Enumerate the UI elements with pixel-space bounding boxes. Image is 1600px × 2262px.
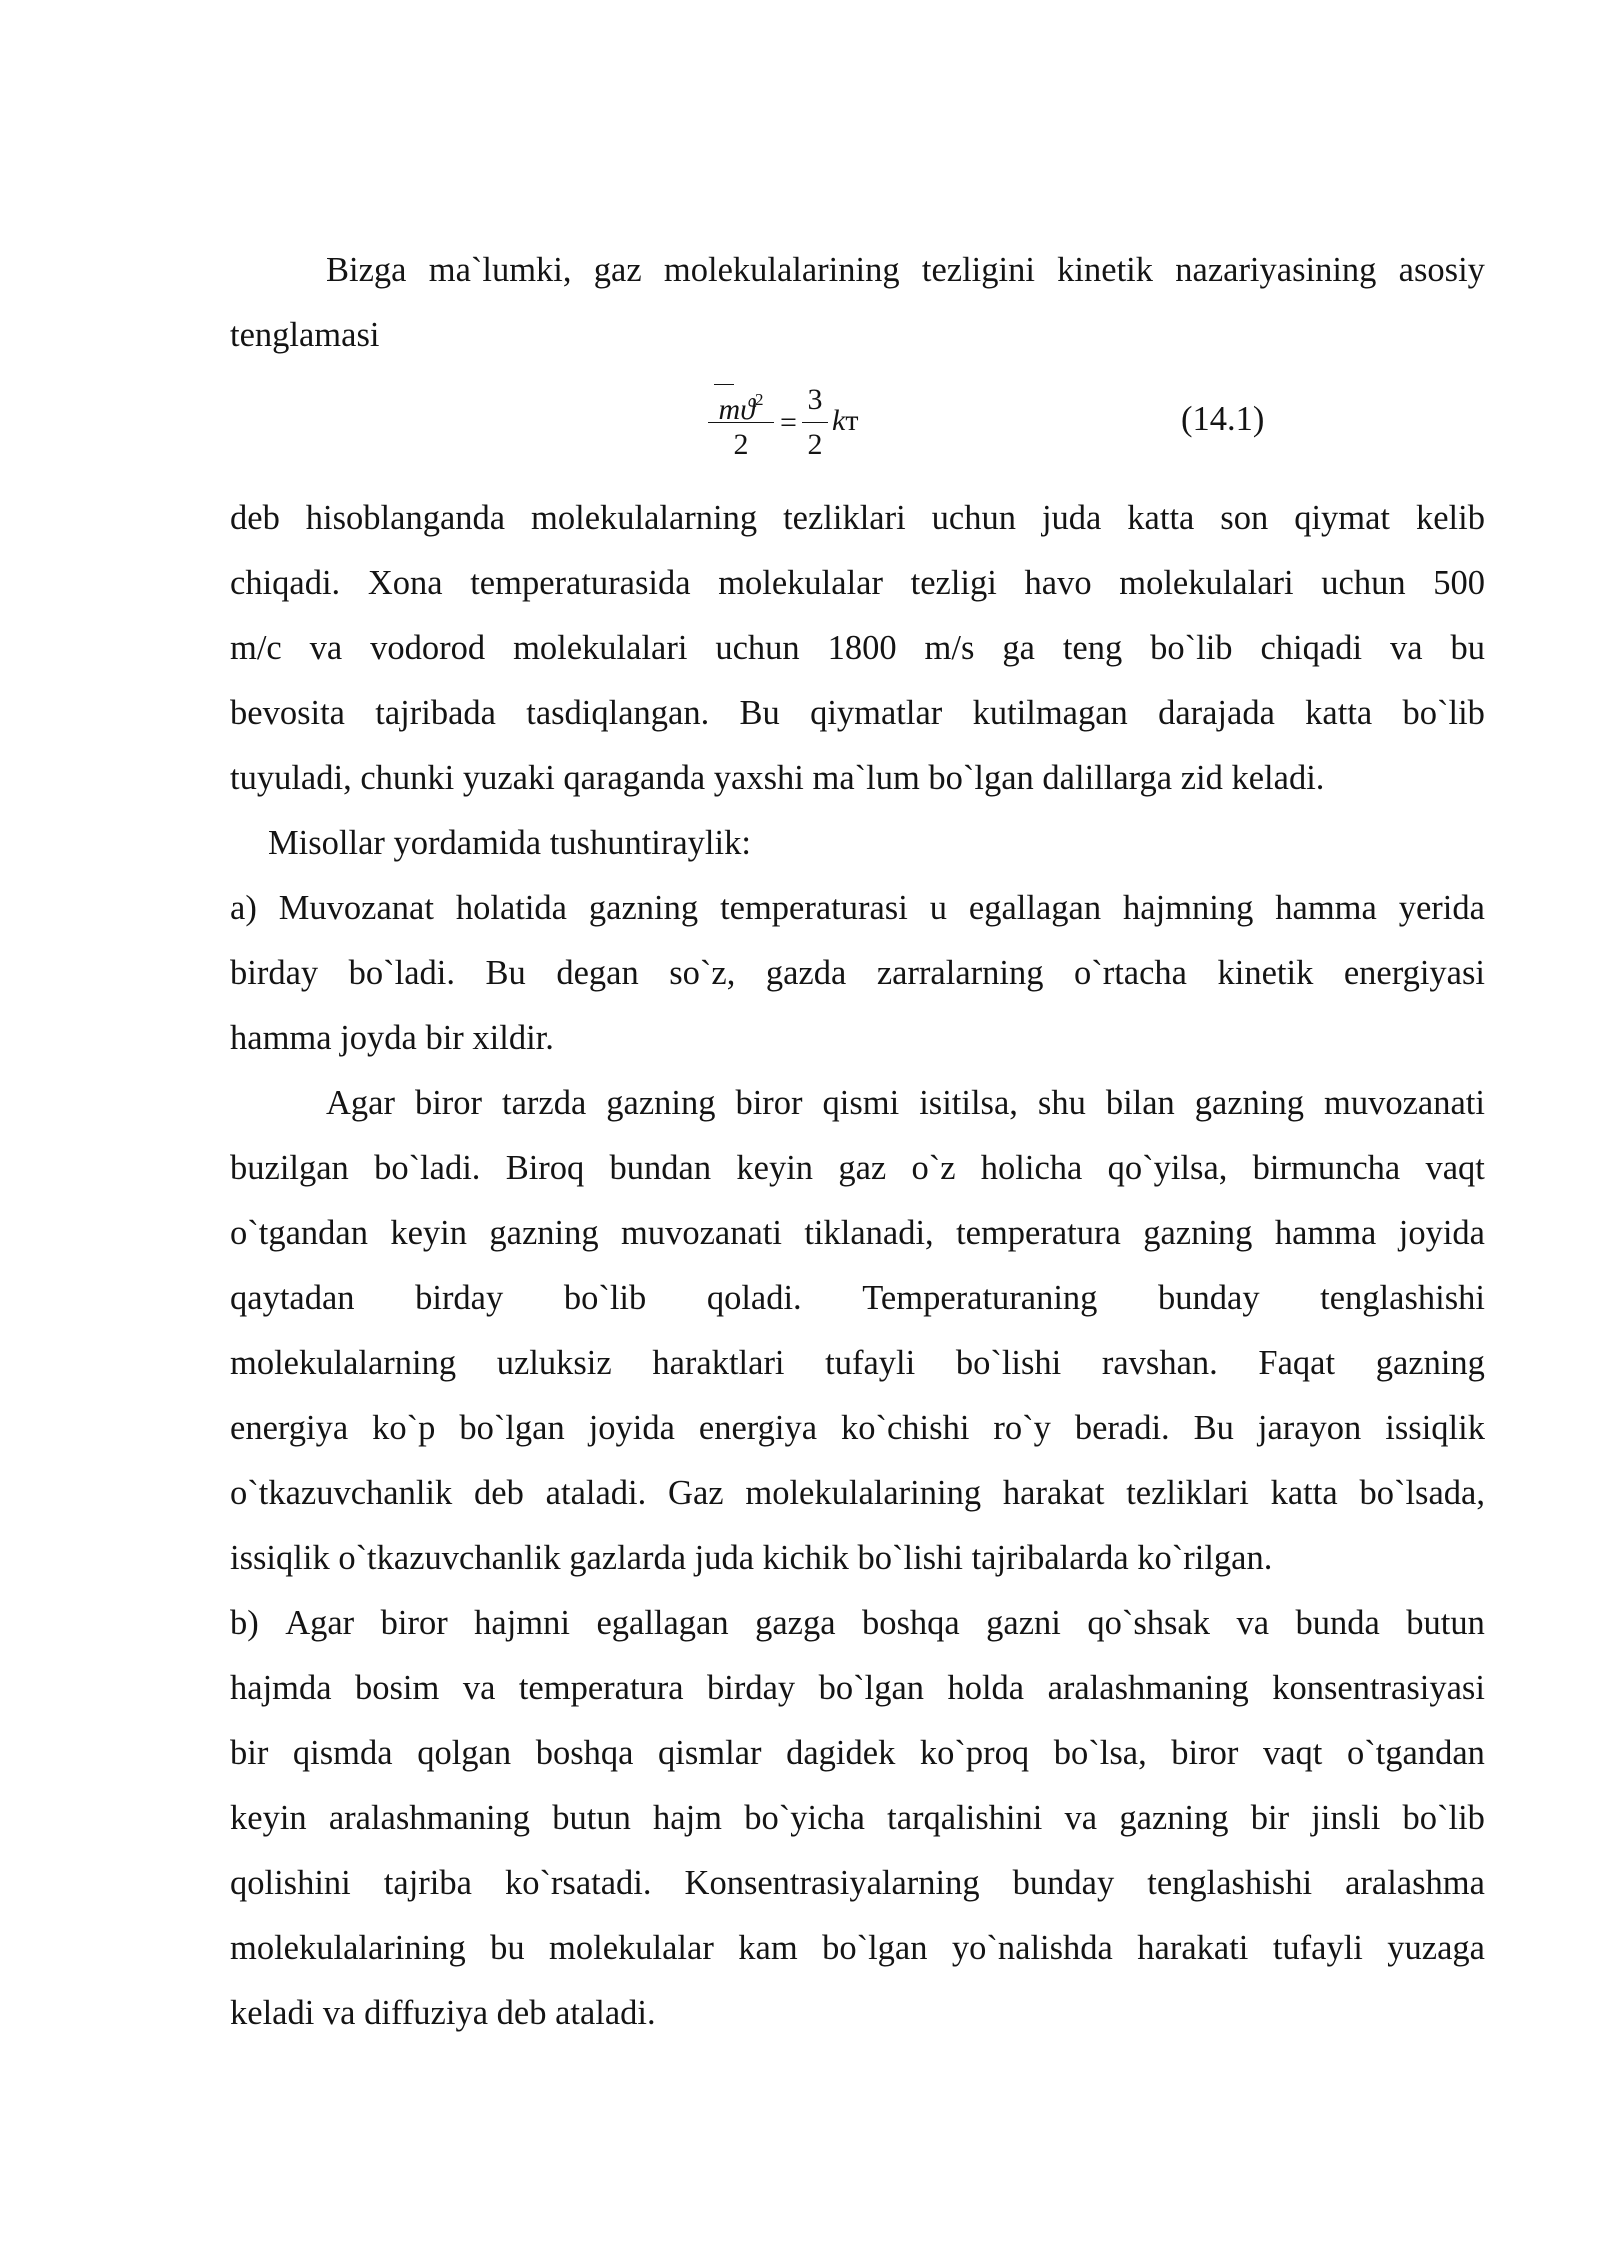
word: katta: [1305, 694, 1373, 732]
formula-lhs-numerator: $mϑ^2$: [708, 380, 774, 420]
word: bo`lgan: [818, 1669, 925, 1707]
word: Muvozanat: [278, 889, 434, 927]
word: Bu: [739, 694, 780, 732]
word: temperatura: [956, 1214, 1121, 1252]
word: va: [309, 629, 343, 667]
word: molekulalarining: [745, 1474, 982, 1512]
word: bilan: [1105, 1084, 1175, 1122]
word: va: [1064, 1799, 1098, 1837]
word: yerida: [1398, 889, 1485, 927]
word: qolishini: [230, 1864, 351, 1902]
word: gazning: [1119, 1799, 1229, 1837]
word: dagidek: [786, 1734, 896, 1772]
word: ataladi.: [545, 1474, 647, 1512]
word: b): [230, 1604, 259, 1642]
text-line: [230, 486, 1485, 551]
word: haraktlari: [652, 1344, 785, 1382]
word: bunda: [1295, 1604, 1380, 1642]
word: tarzda: [502, 1084, 587, 1122]
word: qismi: [822, 1084, 900, 1122]
word: bo`lsada,: [1359, 1474, 1485, 1512]
word: hamma: [1275, 889, 1377, 927]
word: temperaturasida: [470, 564, 691, 602]
word: gazning: [1375, 1344, 1485, 1382]
word: harakat: [1002, 1474, 1105, 1512]
word: bo`lib: [1402, 1799, 1485, 1837]
text-line: [230, 1591, 1485, 1656]
word: bo`lib: [1150, 629, 1233, 667]
word: gazning: [606, 1084, 716, 1122]
formula-rhs-kt: kт: [832, 404, 859, 437]
word: m/s: [924, 629, 975, 667]
word: gazning: [1194, 1084, 1305, 1122]
word: chiqadi.: [230, 564, 341, 602]
word: qiymatlar: [810, 694, 943, 732]
word: tiklanadi,: [804, 1214, 934, 1252]
word: qo`yilsa,: [1107, 1149, 1228, 1187]
word: molekulalar: [549, 1929, 714, 1967]
word: temperatura: [518, 1669, 684, 1707]
word: konsentrasiyasi: [1272, 1669, 1485, 1707]
word: gazni: [986, 1604, 1061, 1642]
word: kam: [738, 1929, 798, 1967]
word: butun: [552, 1799, 631, 1837]
word: chiqadi: [1260, 629, 1363, 667]
word: o`tkazuvchanlik: [230, 1474, 453, 1512]
word: biror: [380, 1604, 448, 1642]
word: tufayli: [825, 1344, 916, 1382]
formula-rhs-numerator: 3: [807, 383, 823, 416]
formula-lhs-fraction: [708, 380, 774, 465]
text-line: [230, 1331, 1485, 1396]
word: energiya: [698, 1409, 818, 1447]
word: keyin: [390, 1214, 467, 1252]
word: va: [1389, 629, 1423, 667]
word: gaz: [838, 1149, 887, 1187]
word: egallagan: [596, 1604, 729, 1642]
word: bir: [1250, 1799, 1290, 1837]
word: aralashmaning: [1047, 1669, 1249, 1707]
word: Konsentrasiyalarning: [684, 1864, 980, 1902]
word: so`z,: [669, 954, 736, 992]
word: gazning: [1143, 1214, 1253, 1252]
word: uzluksiz: [496, 1344, 612, 1382]
word: keyin: [230, 1799, 307, 1837]
text-line: [230, 1721, 1485, 1786]
word: holicha: [980, 1149, 1083, 1187]
word: bo`lib: [1402, 694, 1485, 732]
word: egallagan: [968, 889, 1102, 927]
word: darajada: [1158, 694, 1275, 732]
word: teng: [1062, 629, 1123, 667]
word: tenglashishi: [1147, 1864, 1313, 1902]
word: yuzaga: [1387, 1929, 1485, 1967]
word: Biroq: [505, 1149, 585, 1187]
word: shu: [1037, 1084, 1086, 1122]
word: bo`ladi.: [374, 1149, 481, 1187]
formula-equals: =: [780, 406, 797, 439]
word: temperaturasi: [720, 889, 908, 927]
word: biror: [735, 1084, 803, 1122]
word: molekulalarining: [230, 1929, 466, 1967]
word: hajmda: [230, 1669, 332, 1707]
word: ko`proq: [919, 1734, 1030, 1772]
word: va: [462, 1669, 496, 1707]
word: harakati: [1137, 1929, 1249, 1967]
word: gaz: [593, 251, 642, 289]
word: Agar: [326, 1084, 395, 1122]
word: qiymat: [1294, 499, 1391, 537]
word: a): [230, 889, 257, 927]
word: aralashma: [1345, 1864, 1485, 1902]
word: joyida: [588, 1409, 675, 1447]
word: molekulalarning: [230, 1344, 457, 1382]
word: hisoblanganda: [305, 499, 506, 537]
word: tarqalishini: [887, 1799, 1043, 1837]
word: 1800: [827, 629, 897, 667]
word: m/c: [230, 629, 282, 667]
word: u: [929, 889, 947, 927]
word: asosiy: [1398, 251, 1485, 289]
word: jarayon: [1257, 1409, 1362, 1447]
word: biror: [414, 1084, 483, 1122]
word: bundan: [609, 1149, 712, 1187]
word: Temperaturaning: [862, 1279, 1098, 1317]
formula-14-1: [230, 368, 1485, 486]
word: hajmni: [474, 1604, 570, 1642]
word: katta: [1270, 1474, 1338, 1512]
word: kinetik: [1217, 954, 1314, 992]
word: juda: [1041, 499, 1102, 537]
text-line: [230, 1201, 1485, 1266]
word: qaytadan: [230, 1279, 355, 1317]
text-line: [230, 681, 1485, 746]
word: qismlar: [658, 1734, 762, 1772]
word: bo`lishi: [955, 1344, 1062, 1382]
word: tufayli: [1272, 1929, 1363, 1967]
text-line: [230, 1136, 1485, 1201]
word: uchun: [1321, 564, 1406, 602]
word: bosim: [355, 1669, 440, 1707]
word: hajmning: [1123, 889, 1254, 927]
formula-rhs-denominator: 2: [807, 428, 823, 461]
word: Bu: [1193, 1409, 1234, 1447]
word: energiya: [230, 1409, 349, 1447]
word: boshqa: [535, 1734, 634, 1772]
document-page: [230, 238, 1485, 2046]
word: yo`nalishda: [951, 1929, 1113, 1967]
text-line: hamma joyda bir xildir.: [230, 1019, 554, 1057]
word: vaqt: [1262, 1734, 1323, 1772]
text-line: tenglamasi: [230, 316, 380, 354]
word: bunday: [1158, 1279, 1260, 1317]
word: ko`chishi: [841, 1409, 970, 1447]
word: bo`lsa,: [1053, 1734, 1147, 1772]
word: jinsli: [1311, 1799, 1381, 1837]
word: ko`rsatadi.: [504, 1864, 652, 1902]
word: molekulalarining: [663, 251, 900, 289]
word: deb: [474, 1474, 524, 1512]
word: birday: [230, 954, 319, 992]
word: holda: [947, 1669, 1025, 1707]
word: 500: [1433, 564, 1485, 602]
text-line: [230, 1851, 1485, 1916]
word: bo`ladi.: [348, 954, 456, 992]
word: Gaz: [668, 1474, 724, 1512]
formula-lhs-denominator: 2: [733, 428, 749, 461]
word: Bu: [485, 954, 526, 992]
word: bo`lib: [563, 1279, 647, 1317]
word: deb: [230, 499, 280, 537]
word: isitilsa,: [919, 1084, 1018, 1122]
text-line: [230, 876, 1485, 941]
word: joyida: [1398, 1214, 1485, 1252]
text-line: [230, 1916, 1485, 1981]
text-line: [230, 1786, 1485, 1851]
word: degan: [556, 954, 639, 992]
word: tezliklari: [783, 499, 906, 537]
text-line: [230, 941, 1485, 1006]
word: tasdiqlangan.: [526, 694, 710, 732]
word: o`tgandan: [1346, 1734, 1485, 1772]
word: qoladi.: [706, 1279, 802, 1317]
text-line: issiqlik o`tkazuvchanlik gazlarda juda kichik bo`lishi tajribalarda ko`rilgan.: [230, 1539, 1273, 1577]
word: uchun: [931, 499, 1016, 537]
word: tenglashishi: [1320, 1279, 1485, 1317]
text-line: [230, 1656, 1485, 1721]
word: molekulalar: [718, 564, 883, 602]
word: qismda: [292, 1734, 393, 1772]
word: katta: [1127, 499, 1195, 537]
word: buzilgan: [230, 1149, 349, 1187]
formula-rhs-fraction: [802, 380, 828, 465]
word: issiqlik: [1385, 1409, 1485, 1447]
word: hajm: [653, 1799, 723, 1837]
word: o`rtacha: [1073, 954, 1187, 992]
word: qolgan: [417, 1734, 512, 1772]
word: butun: [1406, 1604, 1485, 1642]
word: o`z: [911, 1149, 956, 1187]
text-line: [230, 551, 1485, 616]
word: muvozanati: [1324, 1084, 1485, 1122]
word: ravshan.: [1101, 1344, 1218, 1382]
word: birday: [415, 1279, 504, 1317]
word: bunday: [1012, 1864, 1115, 1902]
word: gazning: [588, 889, 699, 927]
word: tajribada: [375, 694, 496, 732]
word: ga: [1002, 629, 1035, 667]
word: birmuncha: [1252, 1149, 1401, 1187]
word: bu: [1450, 629, 1485, 667]
text-line: [230, 1396, 1485, 1461]
word: ko`p: [372, 1409, 436, 1447]
text-line: [230, 616, 1485, 681]
formula-lhs-power: 2: [754, 390, 764, 409]
text-line: [230, 1461, 1485, 1526]
word: bo`yicha: [744, 1799, 865, 1837]
word: zarralarning: [876, 954, 1044, 992]
word: Faqat: [1258, 1344, 1336, 1382]
word: kinetik: [1057, 251, 1153, 289]
word: biror: [1171, 1734, 1239, 1772]
word: gazning: [489, 1214, 599, 1252]
word: va: [1236, 1604, 1270, 1642]
word: hamma: [1274, 1214, 1377, 1252]
word: vaqt: [1425, 1149, 1485, 1187]
text-line: [230, 1266, 1485, 1331]
word: vodorod: [370, 629, 486, 667]
word: holatida: [455, 889, 567, 927]
word: birday: [707, 1669, 796, 1707]
word: tezligini: [921, 251, 1035, 289]
word: tezligi: [910, 564, 997, 602]
word: bevosita: [230, 694, 345, 732]
word: kutilmagan: [972, 694, 1128, 732]
word: tajriba: [383, 1864, 472, 1902]
word: bir: [230, 1734, 269, 1772]
text-line: Misollar yordamida tushuntiraylik:: [268, 824, 751, 862]
word: tezliklari: [1126, 1474, 1249, 1512]
word: bo`lgan: [459, 1409, 565, 1447]
text-line: [230, 1071, 1485, 1136]
word: keyin: [736, 1149, 814, 1187]
word: ma`lumki,: [428, 251, 572, 289]
word: bo`lgan: [822, 1929, 928, 1967]
word: son: [1220, 499, 1269, 537]
word: qo`shsak: [1087, 1604, 1210, 1642]
word: molekulalarning: [531, 499, 758, 537]
text-line: [230, 238, 1485, 303]
word: ro`y: [993, 1409, 1051, 1447]
word: beradi.: [1074, 1409, 1170, 1447]
text-line: keladi va diffuziya deb ataladi.: [230, 1994, 656, 2032]
word: Bizga: [326, 251, 407, 289]
word: boshqa: [861, 1604, 960, 1642]
equation-number: (14.1): [1181, 400, 1265, 438]
word: molekulalari: [1119, 564, 1294, 602]
word: kelib: [1415, 499, 1485, 537]
word: bu: [490, 1929, 525, 1967]
word: gazda: [765, 954, 847, 992]
word: Xona: [367, 564, 443, 602]
word: muvozanati: [621, 1214, 782, 1252]
word: uchun: [715, 629, 800, 667]
word: Agar: [285, 1604, 355, 1642]
word: aralashmaning: [328, 1799, 531, 1837]
word: gazga: [755, 1604, 836, 1642]
word: nazariyasining: [1175, 251, 1377, 289]
word: o`tgandan: [230, 1214, 368, 1252]
word: energiyasi: [1343, 954, 1485, 992]
word: molekulalari: [513, 629, 688, 667]
text-line: tuyuladi, chunki yuzaki qaraganda yaxshi ma`lum bo`lgan dalillarga zid keladi.: [230, 759, 1325, 797]
word: havo: [1024, 564, 1092, 602]
